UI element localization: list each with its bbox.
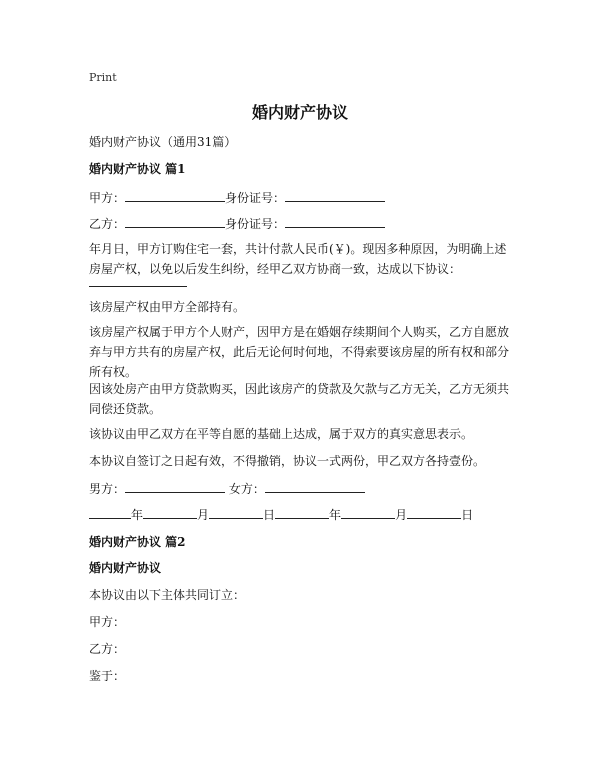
- print-label: Print: [89, 71, 117, 84]
- document-title: 婚内财产协议: [251, 103, 348, 122]
- part2-intro: 本协议由以下主体共同订立：: [89, 588, 246, 602]
- month-blank-2: [341, 504, 395, 519]
- year-label-2: 年: [329, 508, 342, 522]
- section-heading-part2: 婚内财产协议 篇2: [89, 535, 186, 549]
- purchase-trailing-blank-row: [89, 272, 187, 293]
- party-a-name-blank: [125, 187, 225, 202]
- year-blank-1: [89, 504, 131, 519]
- day-blank-1: [209, 504, 263, 519]
- year-label-1: 年: [131, 508, 144, 522]
- day-label-2: 日: [461, 508, 474, 522]
- signature-row: [89, 478, 365, 499]
- paragraph-loan: 因该处房产由甲方贷款购买，因此该房产的贷款及欠款与乙方无关，乙方无须共同偿还贷款。: [89, 382, 510, 416]
- party-a-label: 甲方：: [89, 191, 126, 205]
- party-a-id-blank: [285, 187, 385, 202]
- party-b-name-blank: [125, 213, 225, 228]
- paragraph-personal-property: 该房屋产权属于甲方个人财产，因甲方是在婚姻存续期间个人购买，乙方自愿放弃与甲方共有的房屋产权，此后无论何时何地，不得索要该房屋的所有权和部分所有权。: [89, 325, 510, 379]
- woman-signature-blank: [265, 478, 365, 493]
- paragraph-voluntary: 该协议由甲乙双方在平等自愿的基础上达成，属于双方的真实意思表示。: [89, 427, 474, 441]
- woman-label: 女方：: [228, 482, 265, 496]
- day-blank-2: [407, 504, 461, 519]
- paragraph-ownership: 该房屋产权由甲方全部持有。: [89, 300, 246, 314]
- month-label-2: 月: [395, 508, 408, 522]
- part2-party-b-label: 乙方：: [89, 642, 126, 656]
- document-subtitle: 婚内财产协议（通用31篇）: [89, 135, 237, 149]
- man-signature-blank: [125, 478, 225, 493]
- part2-subheading: 婚内财产协议: [89, 561, 162, 575]
- purchase-trailing-blank: [89, 272, 187, 287]
- paragraph-purchase: 年月日，甲方订购住宅一套，共计付款人民币(￥)。现因多种原因，为明确上述房屋产权，以免以后发生纠纷，经甲乙双方协商一致，达成以下协议：: [89, 242, 507, 276]
- month-label-1: 月: [197, 508, 210, 522]
- party-a-row: [89, 187, 385, 208]
- id-label-a: 身份证号：: [225, 191, 286, 205]
- month-blank-1: [143, 504, 197, 519]
- year-blank-2: [275, 504, 329, 519]
- party-b-label: 乙方：: [89, 217, 126, 231]
- party-b-id-blank: [285, 213, 385, 228]
- id-label-b: 身份证号：: [225, 217, 286, 231]
- man-label: 男方：: [89, 482, 126, 496]
- part2-party-a-label: 甲方：: [89, 615, 126, 629]
- party-b-row: [89, 213, 385, 234]
- section-heading-part1: 婚内财产协议 篇1: [89, 162, 186, 176]
- paragraph-effective: 本协议自签订之日起有效，不得撤销，协议一式两份，甲乙双方各持壹份。: [89, 454, 486, 468]
- part2-whereas-label: 鉴于：: [89, 669, 126, 683]
- date-row: [89, 504, 473, 525]
- day-label-1: 日: [263, 508, 276, 522]
